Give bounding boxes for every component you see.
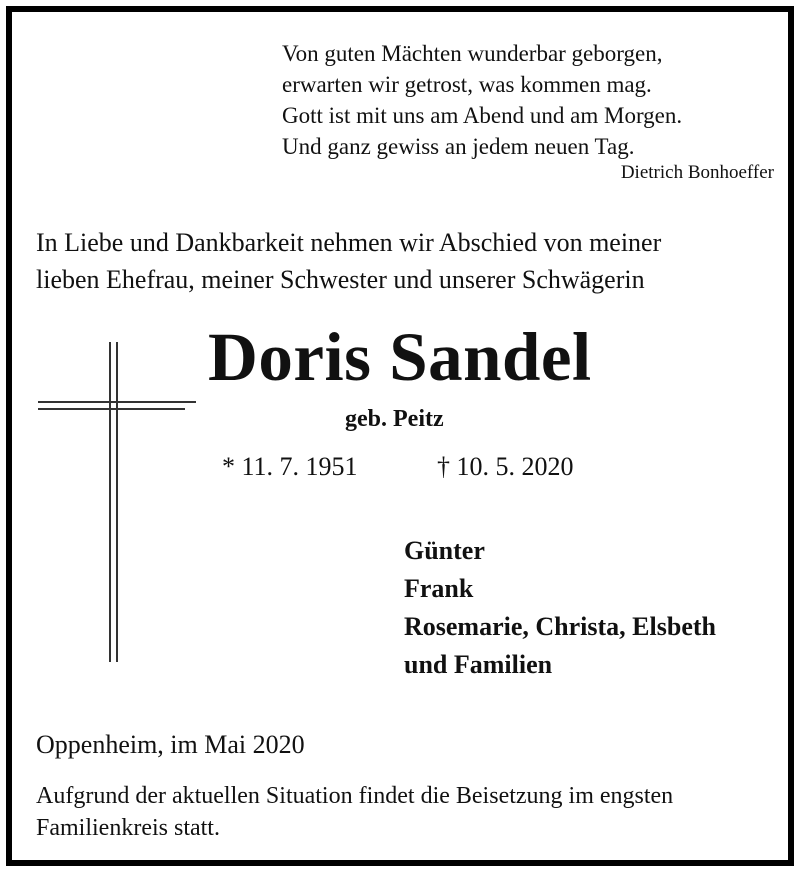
funeral-note (36, 780, 796, 844)
mourner-item: Rosemarie, Christa, Elsbeth (404, 612, 716, 641)
poem-line: Gott ist mit uns am Abend und am Morgen. (282, 103, 683, 128)
place-date: Oppenheim, im Mai 2020 (36, 730, 305, 759)
poem-line: erwarten wir getrost, was kommen mag. (282, 72, 652, 97)
death-date: † 10. 5. 2020 (437, 452, 574, 481)
poem-author: Dietrich Bonhoeffer (620, 162, 774, 183)
intro-text (36, 224, 796, 298)
maiden-name: geb. Peitz (345, 406, 444, 432)
mourner-item: und Familien (404, 650, 553, 679)
deceased-name: Doris Sandel (208, 319, 592, 395)
poem-block (282, 38, 792, 162)
note-line: Aufgrund der aktuellen Situation findet die Beisetzung im engsten (36, 783, 674, 809)
note-line: Familienkreis statt. (36, 815, 220, 841)
intro-line: lieben Ehefrau, meiner Schwester und unserer Schwägerin (36, 265, 645, 294)
intro-line: In Liebe und Dankbarkeit nehmen wir Abschied von meiner (36, 228, 662, 257)
poem-line: Und ganz gewiss an jedem neuen Tag. (282, 134, 635, 159)
cross-icon (38, 342, 198, 666)
mourner-item: Frank (404, 574, 474, 603)
mourners-list (404, 532, 716, 684)
obituary-frame (6, 6, 794, 866)
poem-line: Von guten Mächten wunderbar geborgen, (282, 41, 663, 66)
birth-date: * 11. 7. 1951 (222, 452, 358, 481)
mourner-item: Günter (404, 536, 485, 565)
